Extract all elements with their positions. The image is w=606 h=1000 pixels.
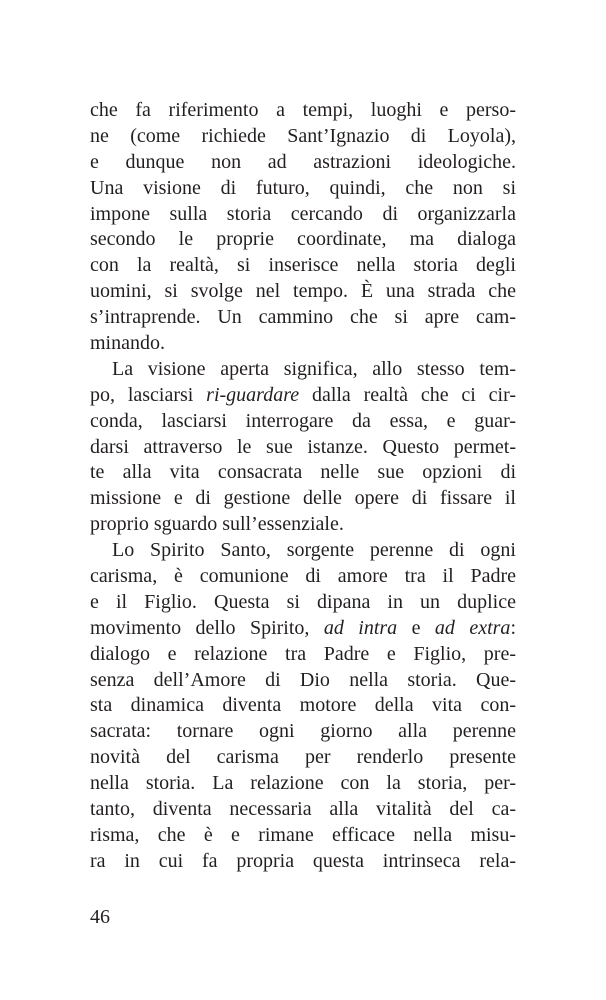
text-segment: tanto, diventa necessaria alla vitalità del ca- (90, 798, 516, 821)
text-line (90, 849, 516, 875)
text-segment: e il Figlio. Questa si dipana in un duplice (90, 590, 516, 613)
text-segment: e (397, 616, 435, 639)
text-line (90, 279, 516, 305)
text-segment: s’intraprende. Un cammino che si apre cam- (90, 306, 516, 329)
page-number: 46 (90, 906, 110, 928)
text-line (90, 227, 516, 253)
text-segment: sacrata: tornare ogni giorno alla perenne (90, 720, 516, 743)
text-line (90, 797, 516, 823)
text-segment: e dunque non ad astrazioni ideologiche. (90, 150, 516, 173)
text-segment: carisma, è comunione di amore tra il Padre (90, 565, 516, 588)
text-segment: nella storia. La relazione con la storia, per- (90, 772, 516, 795)
body-text (90, 98, 516, 875)
text-line (90, 564, 516, 590)
text-segment: uomini, si svolge nel tempo. È una strada che (90, 280, 516, 303)
text-segment: con la realtà, si inserisce nella storia degli (90, 254, 516, 277)
text-segment: minando. (90, 332, 165, 355)
text-segment: Lo Spirito Santo, sorgente perenne di ogni (112, 539, 516, 562)
text-segment: dalla realtà che ci cir- (299, 383, 516, 406)
text-segment: Una visione di futuro, quindi, che non si (90, 176, 516, 199)
text-line (90, 745, 516, 771)
text-segment: darsi attraverso le sue istanze. Questo permet- (90, 435, 516, 458)
text-line (90, 305, 516, 331)
text-line (90, 357, 516, 383)
text-line (90, 176, 516, 202)
text-line (90, 823, 516, 849)
text-segment: proprio sguardo sull’essenziale. (90, 513, 344, 536)
text-segment: novità del carisma per renderlo presente (90, 746, 516, 769)
text-segment: dialogo e relazione tra Padre e Figlio, pre- (90, 642, 516, 665)
text-line (90, 616, 516, 642)
text-line (90, 771, 516, 797)
text-line (90, 435, 516, 461)
text-line (90, 642, 516, 668)
text-line (90, 98, 516, 124)
text-segment: secondo le proprie coordinate, ma dialoga (90, 228, 516, 251)
text-line (90, 202, 516, 228)
text-segment: missione e di gestione delle opere di fissare il (90, 487, 516, 510)
text-segment: La visione aperta significa, allo stesso tem- (112, 357, 516, 380)
text-segment: risma, che è e rimane efficace nella misu- (90, 823, 516, 846)
text-line (90, 409, 516, 435)
text-segment: po, lasciarsi (90, 383, 207, 406)
text-line (90, 150, 516, 176)
text-segment: movimento dello Spirito, (90, 616, 324, 639)
text-line (90, 124, 516, 150)
text-segment: te alla vita consacrata nelle sue opzioni di (90, 461, 516, 484)
text-line (90, 331, 516, 357)
text-segment: conda, lasciarsi interrogare da essa, e guar- (90, 409, 516, 432)
text-segment: ne (come richiede Sant’Ignazio di Loyola), (90, 124, 516, 147)
text-segment: : (510, 616, 516, 639)
text-line (90, 460, 516, 486)
italic-text: ri-guardare (206, 383, 300, 406)
text-line (90, 486, 516, 512)
text-line (90, 590, 516, 616)
text-segment: che fa riferimento a tempi, luoghi e perso- (90, 99, 516, 121)
text-line (90, 719, 516, 745)
text-segment: sta dinamica diventa motore della vita con- (90, 694, 516, 717)
italic-text: ad extra (434, 616, 511, 639)
text-line (90, 383, 516, 409)
text-segment: senza dell’Amore di Dio nella storia. Que- (90, 668, 516, 691)
text-line (90, 693, 516, 719)
text-segment: impone sulla storia cercando di organizzarla (90, 202, 516, 225)
text-line (90, 538, 516, 564)
text-line (90, 668, 516, 694)
text-line (90, 512, 516, 538)
text-segment: ra in cui fa propria questa intrinseca rela- (90, 849, 516, 872)
text-line (90, 253, 516, 279)
italic-text: ad intra (323, 616, 398, 639)
